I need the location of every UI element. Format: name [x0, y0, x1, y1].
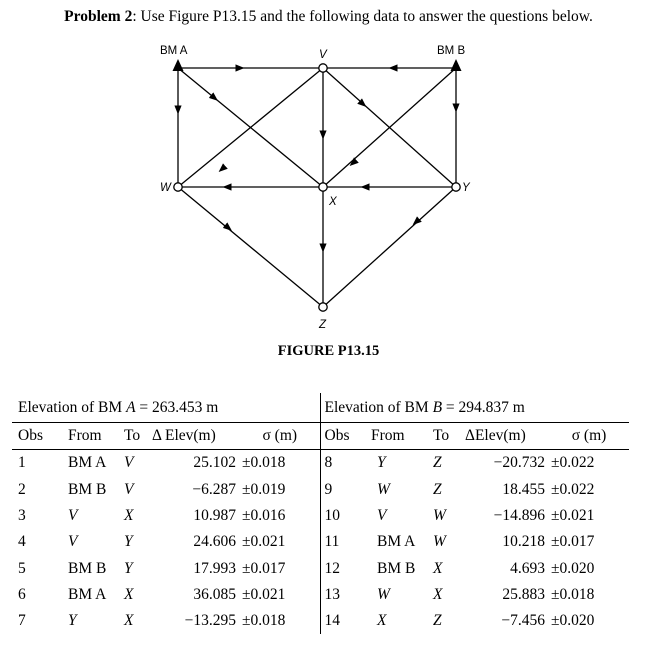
- to-cell: X: [433, 559, 443, 577]
- delev-cell: 18.455: [502, 480, 545, 498]
- label-w: W: [160, 182, 171, 194]
- sigma-cell: ±0.018: [551, 585, 595, 603]
- label-bmb: BM B: [437, 45, 466, 57]
- line-w-z: [178, 187, 323, 307]
- delev-cell: 10.987: [193, 507, 236, 525]
- left-elevation-title: [12, 393, 320, 423]
- sigma-cell: ±0.022: [551, 480, 595, 498]
- from-cell: X: [377, 612, 387, 630]
- obs-cell: 2: [18, 480, 26, 498]
- delev-cell: 17.993: [193, 559, 236, 577]
- problem-label: Problem 2: [64, 8, 133, 25]
- problem-text: : Use Figure P13.15 and the following data to answer the questions below.: [132, 8, 593, 25]
- delev-cell: 10.218: [502, 533, 545, 551]
- obs-cell: 13: [324, 585, 340, 603]
- sigma-cell: ±0.018: [240, 608, 320, 634]
- to-cell: Z: [433, 612, 442, 630]
- to-cell: W: [433, 507, 446, 525]
- obs-cell: 8: [324, 454, 333, 472]
- sigma-cell: ±0.017: [551, 533, 595, 551]
- from-cell: BM A: [377, 533, 416, 551]
- delev-cell: −14.896: [493, 507, 545, 525]
- label-bma: BM A: [160, 45, 188, 57]
- to-cell: Y: [124, 559, 133, 577]
- to-cell: Z: [433, 480, 442, 498]
- to-cell: X: [124, 507, 134, 525]
- header-delev-right: ΔElev(m): [457, 423, 549, 450]
- to-cell: V: [124, 480, 134, 498]
- from-cell: Y: [68, 612, 77, 630]
- header-delev: Δ Elev(m): [148, 423, 240, 450]
- delev-cell: 4.693: [510, 559, 545, 577]
- delev-cell: −13.295: [184, 612, 236, 630]
- table-row: [12, 529, 629, 555]
- to-cell: X: [124, 612, 134, 630]
- to-cell: Z: [433, 454, 442, 472]
- station-v-marker: [319, 64, 327, 72]
- sigma-cell: ±0.020: [551, 612, 595, 630]
- left-title-prefix: Elevation of BM: [18, 398, 127, 416]
- obs-cell: 6: [18, 585, 26, 603]
- label-x: X: [329, 196, 337, 208]
- from-cell: BM A: [68, 585, 107, 603]
- delev-cell: 25.883: [502, 585, 545, 603]
- header-sigma: σ (m): [240, 423, 320, 450]
- to-cell: Y: [124, 533, 133, 551]
- table-row: [12, 477, 629, 503]
- left-title-value: = 263.453 m: [135, 398, 219, 416]
- obs-cell: 9: [324, 480, 333, 498]
- benchmark-a-marker: [173, 59, 184, 71]
- right-title-letter: B: [432, 398, 443, 416]
- observation-table: [12, 393, 629, 634]
- station-x-marker: [319, 183, 327, 191]
- sigma-cell: ±0.021: [551, 507, 595, 525]
- arrow-v-y: [355, 97, 363, 104]
- arrow-y-z: [416, 215, 424, 222]
- table-row: [12, 555, 629, 581]
- from-cell: BM A: [68, 454, 107, 472]
- right-title-prefix: Elevation of BM: [324, 398, 433, 416]
- station-w-marker: [174, 183, 182, 191]
- label-z: Z: [319, 319, 327, 331]
- table-row: [12, 503, 629, 529]
- header-obs: Obs: [12, 423, 58, 450]
- right-title-value: = 294.837 m: [442, 398, 525, 416]
- label-y: Y: [462, 182, 470, 194]
- from-cell: V: [377, 507, 387, 525]
- header-obs-right: Obs: [320, 423, 367, 450]
- from-cell: W: [377, 585, 390, 603]
- header-row: [12, 423, 629, 450]
- to-cell: W: [433, 533, 446, 551]
- delev-cell: 24.606: [193, 533, 236, 551]
- header-to: To: [124, 423, 148, 450]
- from-cell: W: [377, 480, 390, 498]
- to-cell: X: [124, 585, 134, 603]
- delev-cell: 36.085: [193, 585, 236, 603]
- arrow-bma-x: [206, 91, 215, 98]
- sigma-cell: ±0.016: [240, 503, 320, 529]
- table-row: [12, 582, 629, 608]
- obs-cell: 7: [18, 612, 26, 630]
- table-row: [12, 450, 629, 477]
- obs-cell: 11: [324, 533, 340, 551]
- obs-cell: 1: [18, 454, 26, 472]
- sigma-cell: ±0.018: [240, 450, 320, 477]
- delev-cell: −6.287: [192, 480, 236, 498]
- obs-cell: 10: [324, 507, 340, 525]
- delev-cell: −7.456: [501, 612, 545, 630]
- obs-cell: 3: [18, 507, 26, 525]
- from-cell: BM B: [377, 559, 416, 577]
- arrow-v-w: [222, 162, 230, 169]
- from-cell: BM B: [68, 559, 107, 577]
- sigma-cell: ±0.022: [551, 454, 595, 472]
- benchmark-b-marker: [451, 59, 462, 71]
- sigma-cell: ±0.021: [240, 529, 320, 555]
- sigma-cell: ±0.020: [551, 559, 595, 577]
- delev-cell: 25.102: [193, 454, 236, 472]
- from-cell: Y: [377, 454, 386, 472]
- obs-cell: 5: [18, 559, 26, 577]
- arrow-w-z: [220, 221, 229, 228]
- line-y-z: [323, 187, 456, 307]
- sigma-cell: ±0.019: [240, 477, 320, 503]
- to-cell: X: [433, 585, 443, 603]
- figure-caption: FIGURE P13.15: [277, 343, 380, 359]
- obs-cell: 4: [18, 533, 26, 551]
- obs-cell: 14: [324, 612, 340, 630]
- station-y-marker: [452, 183, 460, 191]
- station-z-marker: [319, 303, 327, 311]
- label-v: V: [319, 49, 327, 61]
- from-cell: BM B: [68, 480, 107, 498]
- header-from: From: [58, 423, 124, 450]
- header-to-right: To: [433, 423, 457, 450]
- sigma-cell: ±0.021: [240, 582, 320, 608]
- header-sigma-right: σ (m): [549, 423, 629, 450]
- table-row: [12, 608, 629, 634]
- to-cell: V: [124, 454, 134, 472]
- header-from-right: From: [367, 423, 433, 450]
- right-elevation-title: [320, 393, 629, 423]
- from-cell: V: [68, 507, 78, 525]
- left-title-letter: A: [126, 398, 136, 416]
- from-cell: V: [68, 533, 78, 551]
- delev-cell: −20.732: [493, 454, 545, 472]
- sigma-cell: ±0.017: [240, 555, 320, 581]
- obs-cell: 12: [324, 559, 340, 577]
